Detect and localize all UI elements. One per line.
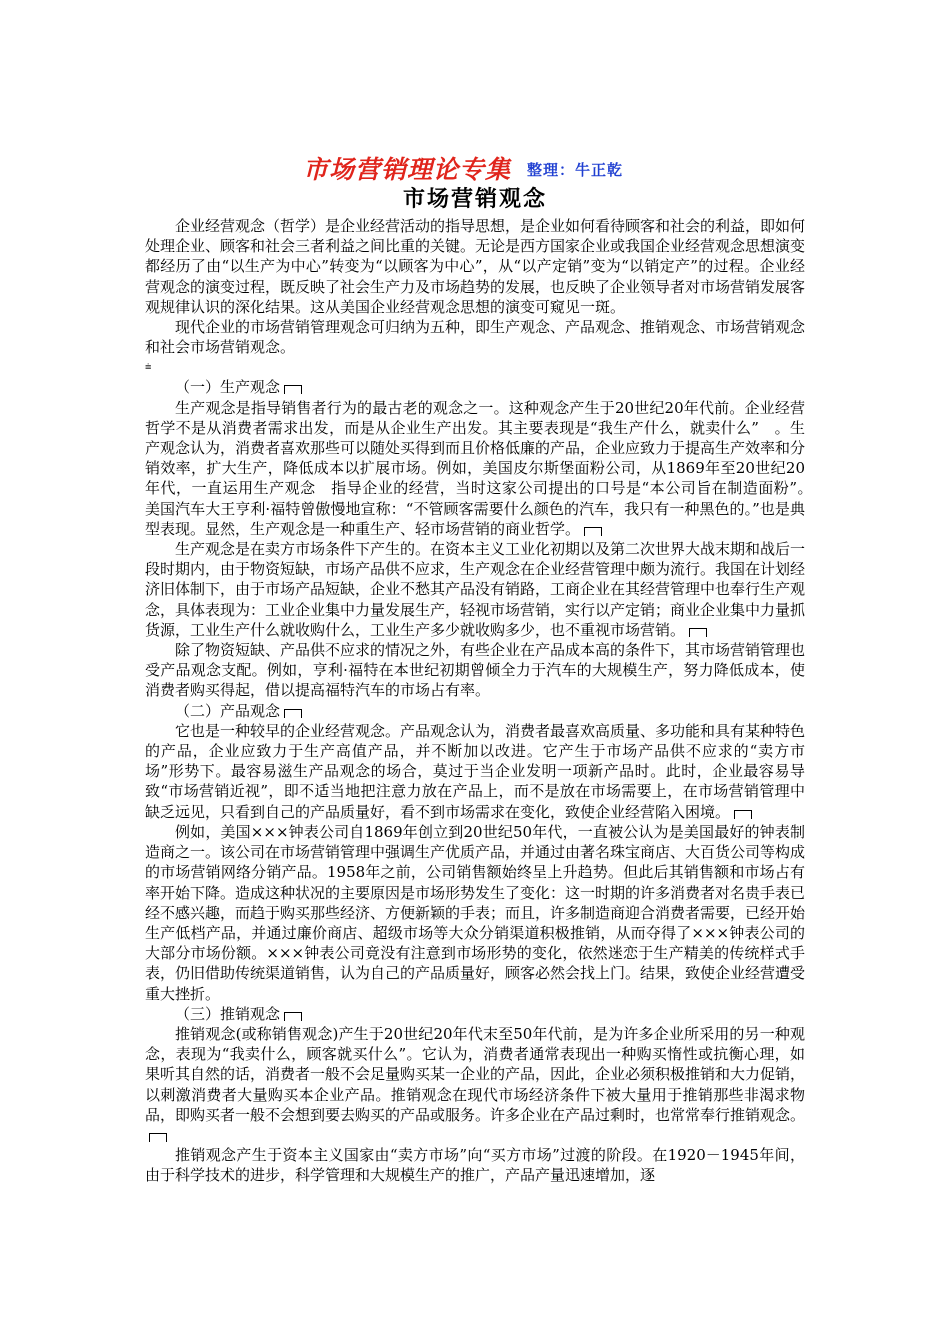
paragraph-mark-icon [689, 628, 707, 637]
body-paragraph [145, 398, 821, 539]
paragraph-mark-icon [149, 1133, 167, 1142]
section-heading-text: （三）推销观念 [175, 1004, 281, 1023]
section-heading-product [145, 701, 805, 721]
paragraph-mark-icon [284, 709, 302, 718]
paragraph-mark-icon [584, 527, 602, 536]
section-heading-text: （一）生产观念 [175, 378, 281, 397]
document-page [145, 150, 821, 1186]
document-body [145, 216, 821, 1186]
section-heading-production [145, 377, 805, 397]
editor-credit: 整理：牛正乾 [527, 161, 624, 179]
body-paragraph-text: 它也是一种较早的企业经营观念。产品观念认为，消费者最喜欢高质量、多功能和具有某种特色的产品，企业应致力于生产高值产品，并不断加以改进。它产生于市场产品供不应求的“卖方市场”形势下。最容易滋生产品观念的场合，莫过于当企业发明一项新产品时。此时，企业最容易导致“市场营销近视”，即不适当地把注意力放在产品上，而不是放在市场需要上，在市场营销管理中缺乏远见，只看到自己的产品质量好，看不到市场需求在变化，致使企业经营陷入困境。 [145, 721, 806, 821]
section-heading-selling [145, 1004, 805, 1024]
body-paragraph: 推销观念产生于资本主义国家由“卖方市场”向“买方市场”过渡的阶段。在1920－1945年间，由于科学技术的进步，科学管理和大规模生产的推广，产品产量迅速增加，逐 [145, 1146, 805, 1185]
document-header [145, 150, 805, 184]
series-title: 市场营销理论专集 [303, 155, 512, 184]
body-paragraph: 除了物资短缺、产品供不应求的情况之外，有些企业在产品成本高的条件下，其市场营销管理也受产品观念支配。例如，亨利·福特在本世纪初期曾倾全力于汽车的大规模生产，努力降低成本，使消费者购买得起，借以提高福特汽车的市场占有率。 [145, 641, 806, 700]
paragraph-mark-icon [734, 810, 752, 819]
anchor-mark: ⩧ [145, 360, 152, 374]
paragraph-mark-icon [284, 1012, 302, 1021]
body-paragraph [145, 1024, 805, 1145]
page-title: 市场营销观念 [402, 186, 547, 212]
intro-paragraph: 企业经营观念（哲学）是企业经营活动的指导思想，是企业如何看待顾客和社会的利益，即如何处理企业、顾客和社会三者利益之间比重的关键。无论是西方国家企业或我国企业经营观念思想演变都经历了由“以生产为中心”转变为“以顾客为中心”，从“以产定销”变为“以销定产”的过程。企业经营观念的演变过程，既反映了社会生产力及市场趋势的发展，也反映了企业领导者对市场营销发展客观规律认识的深化结果。这从美国企业经营观念思想的演变可窥见一斑。 [145, 217, 806, 316]
body-paragraph-text: 生产观念是指导销售者行为的最古老的观念之一。这种观念产生于20世纪20年代前。企业经营哲学不是从消费者需求出发，而是从企业生产出发。其主要表现是“我生产什么，就卖什么” 。生产观念认为，消费者喜欢那些可以随处买得到而且价格低廉的产品，企业应致力于提高生产效率和分销效率，扩大生产，降低成本以扩展市场。例如，美国皮尔斯堡面粉公司，从1869年至20世纪20年代，一直运用生产观念 指导企业的经营，当时这家公司提出的口号是“本公司旨在制造面粉”。 美国汽车大王亨利·福特曾傲慢地宣称：“不管顾客需要什么颜色的汽车，我只有一种黑色的。”也是典型表现。显然，生产观念是一种重生产、轻市场营销的商业哲学。 [145, 398, 821, 538]
body-paragraph-text: 生产观念是在卖方市场条件下产生的。在资本主义工业化初期以及第二次世界大战末期和战后一段时期内，由于物资短缺，市场产品供不应求，生产观念在企业经营管理中颇为流行。我国在计划经济旧体制下，由于市场产品短缺，企业不愁其产品没有销路，工商企业在其经营管理中也奉行生产观念，具体表现为：工业企业集中力量发展生产，轻视市场营销，实行以产定销；商业企业集中力量抓货源，工业生产什么就收购什么，工业生产多少就收购多少，也不重视市场营销。 [145, 540, 806, 639]
section-heading-text: （二）产品观念 [175, 701, 281, 720]
paragraph-mark-icon [284, 385, 302, 394]
body-paragraph [145, 539, 805, 640]
intro-paragraph: 现代企业的市场营销管理观念可归纳为五种，即生产观念、产品观念、推销观念、市场营销观念和社会市场营销观念。 [145, 318, 806, 357]
body-paragraph [145, 721, 805, 822]
body-paragraph-text: 推销观念(或称销售观念)产生于20世纪20年代末至50年代前，是为许多企业所采用的另一种观念，表现为“我卖什么，顾客就买什么”。它认为，消费者通常表现出一种购买惰性或抗衡心理，如果听其自然的话，消费者一般不会足量购买某一企业的产品，因此，企业必须积极推销和大力促销，以刺激消费者大量购买本企业产品。推销观念在现代市场经济条件下被大量用于推销那些非渴求物品，即购买者一般不会想到要去购买的产品或服务。许多企业在产品过剩时，也常常奉行推销观念。 [145, 1024, 806, 1124]
body-paragraph: 例如，美国×××钟表公司自1869年创立到20世纪50年代，一直被公认为是美国最好的钟表制造商之一。该公司在市场营销管理中强调生产优质产品，并通过由著名珠宝商店、大百货公司等构成的市场营销网络分销产品。1958年之前，公司销售额始终呈上升趋势。但此后其销售额和市场占有率开始下降。造成这种状况的主要原因是市场形势发生了变化：这一时期的许多消费者对名贵手表已经不感兴趣，而趋于购买那些经济、方便新颖的手表；而且，许多制造商迎合消费者需要，已经开始生产低档产品，并通过廉价商店、超级市场等大众分销渠道积极推销，从而夺得了×××钟表公司的大部分市场份额。×××钟表公司竟没有注意到市场形势的变化，依然迷恋于生产精美的传统样式手表，仍旧借助传统渠道销售，认为自己的产品质量好，顾客必然会找上门。结果，致使企业经营遭受重大挫折。 [145, 822, 806, 1003]
